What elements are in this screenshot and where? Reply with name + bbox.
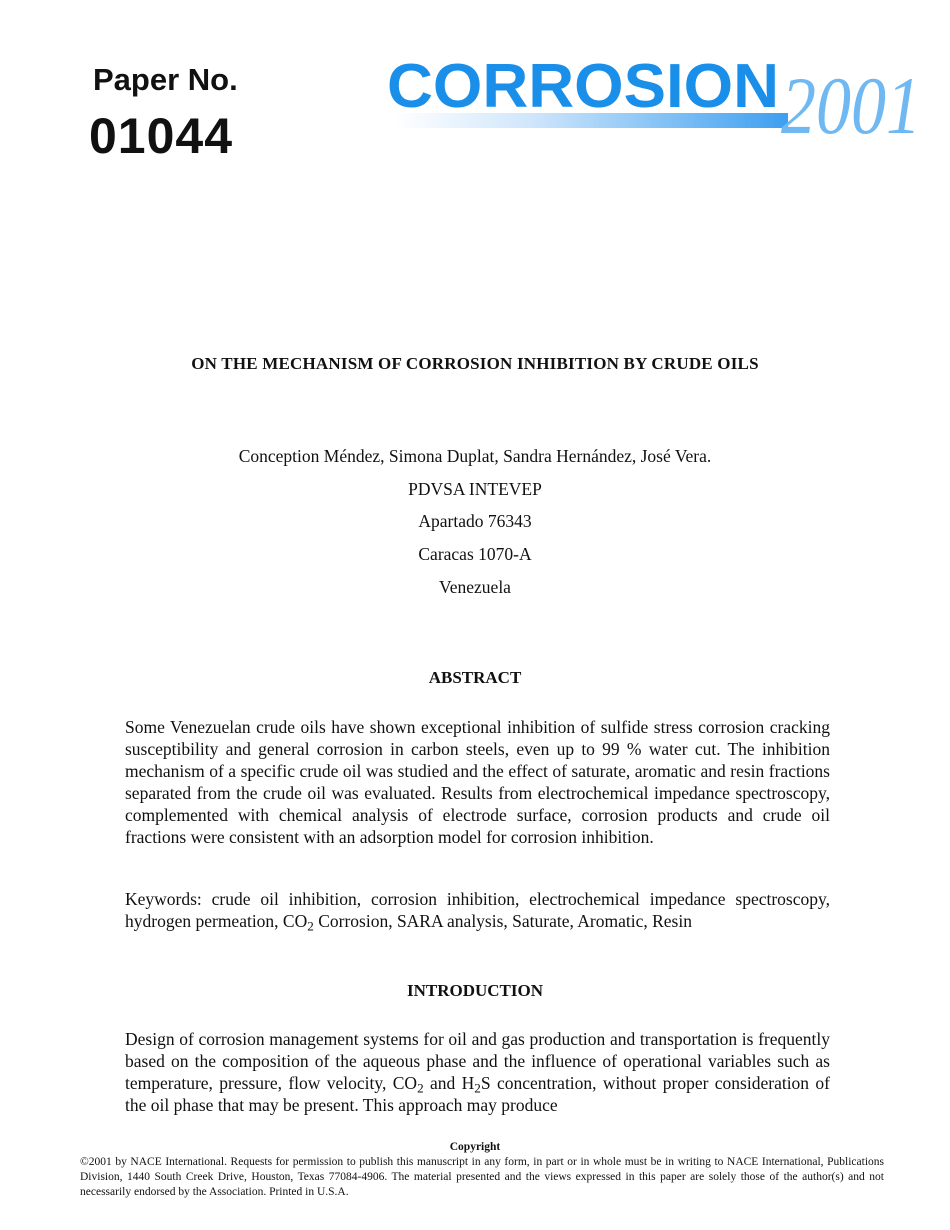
intro-text-2: and H <box>423 1073 475 1093</box>
intro-text-1: Design of corrosion management systems for oil and gas production and transportation is frequently based on the composition of the aqueous phase and the influence of operational variables such as temperature, pressure, flow velocity, CO <box>125 1029 830 1093</box>
paper-number: 01044 <box>89 108 234 164</box>
affiliation-country: Venezuela <box>439 577 511 597</box>
logo-year: 2001 <box>781 60 921 151</box>
introduction-heading: INTRODUCTION <box>406 981 544 1000</box>
paper-label: Paper No. <box>93 62 238 97</box>
affiliation-address: Apartado 76343 <box>418 511 532 531</box>
keywords-post: Corrosion, SARA analysis, Saturate, Aromatic, Resin <box>313 911 692 931</box>
intro-sub-1: 2 <box>417 1080 424 1096</box>
logo-word: CORROSION <box>387 52 779 121</box>
keywords-sub: 2 <box>307 918 314 934</box>
copyright-heading: Copyright <box>449 1141 501 1153</box>
intro-text-3: S concentration, without proper consideration of the oil phase that may be present. This approach may produce <box>125 1073 831 1115</box>
copyright-text: ©2001 by NACE International. Requests for permission to publish this manuscript in any form, in part or in whole must be in writing to NACE International, Publications Division, 1440 South Creek Drive, Houston, Texas 77084-4906. The material presented and the views expressed in this paper are solely those of the author(s) and not necessarily endorsed by the Association. Printed in U.S.A. <box>80 1156 884 1198</box>
introduction-text <box>125 1028 830 1116</box>
author-list: Conception Méndez, Simona Duplat, Sandra Hernández, José Vera. <box>238 446 712 466</box>
abstract-text: Some Venezuelan crude oils have shown exceptional inhibition of sulfide stress corrosion cracking susceptibility and general corrosion in carbon steels, even up to 99 % water cut. The inhibition mechanism of a specific crude oil was studied and the effect of saturate, aromatic and resin fractions separated from the crude oil was evaluated. Results from electrochemical impedance spectroscopy, complemented with chemical analysis of electrode surface, corrosion products and crude oil fractions were consistent with an adsorption model for corrosion inhibition. <box>125 717 830 847</box>
intro-sub-2: 2 <box>474 1080 481 1096</box>
abstract-heading: ABSTRACT <box>428 668 522 687</box>
affiliation-org: PDVSA INTEVEP <box>408 479 542 499</box>
paper-title: ON THE MECHANISM OF CORROSION INHIBITION BY CRUDE OILS <box>191 354 759 373</box>
keywords <box>125 888 830 932</box>
affiliation-city: Caracas 1070-A <box>418 544 532 564</box>
keywords-pre: Keywords: crude oil inhibition, corrosion inhibition, electrochemical impedance spectroscopy, hydrogen permeation, CO <box>125 889 830 931</box>
corrosion-2001-logo <box>385 50 925 151</box>
